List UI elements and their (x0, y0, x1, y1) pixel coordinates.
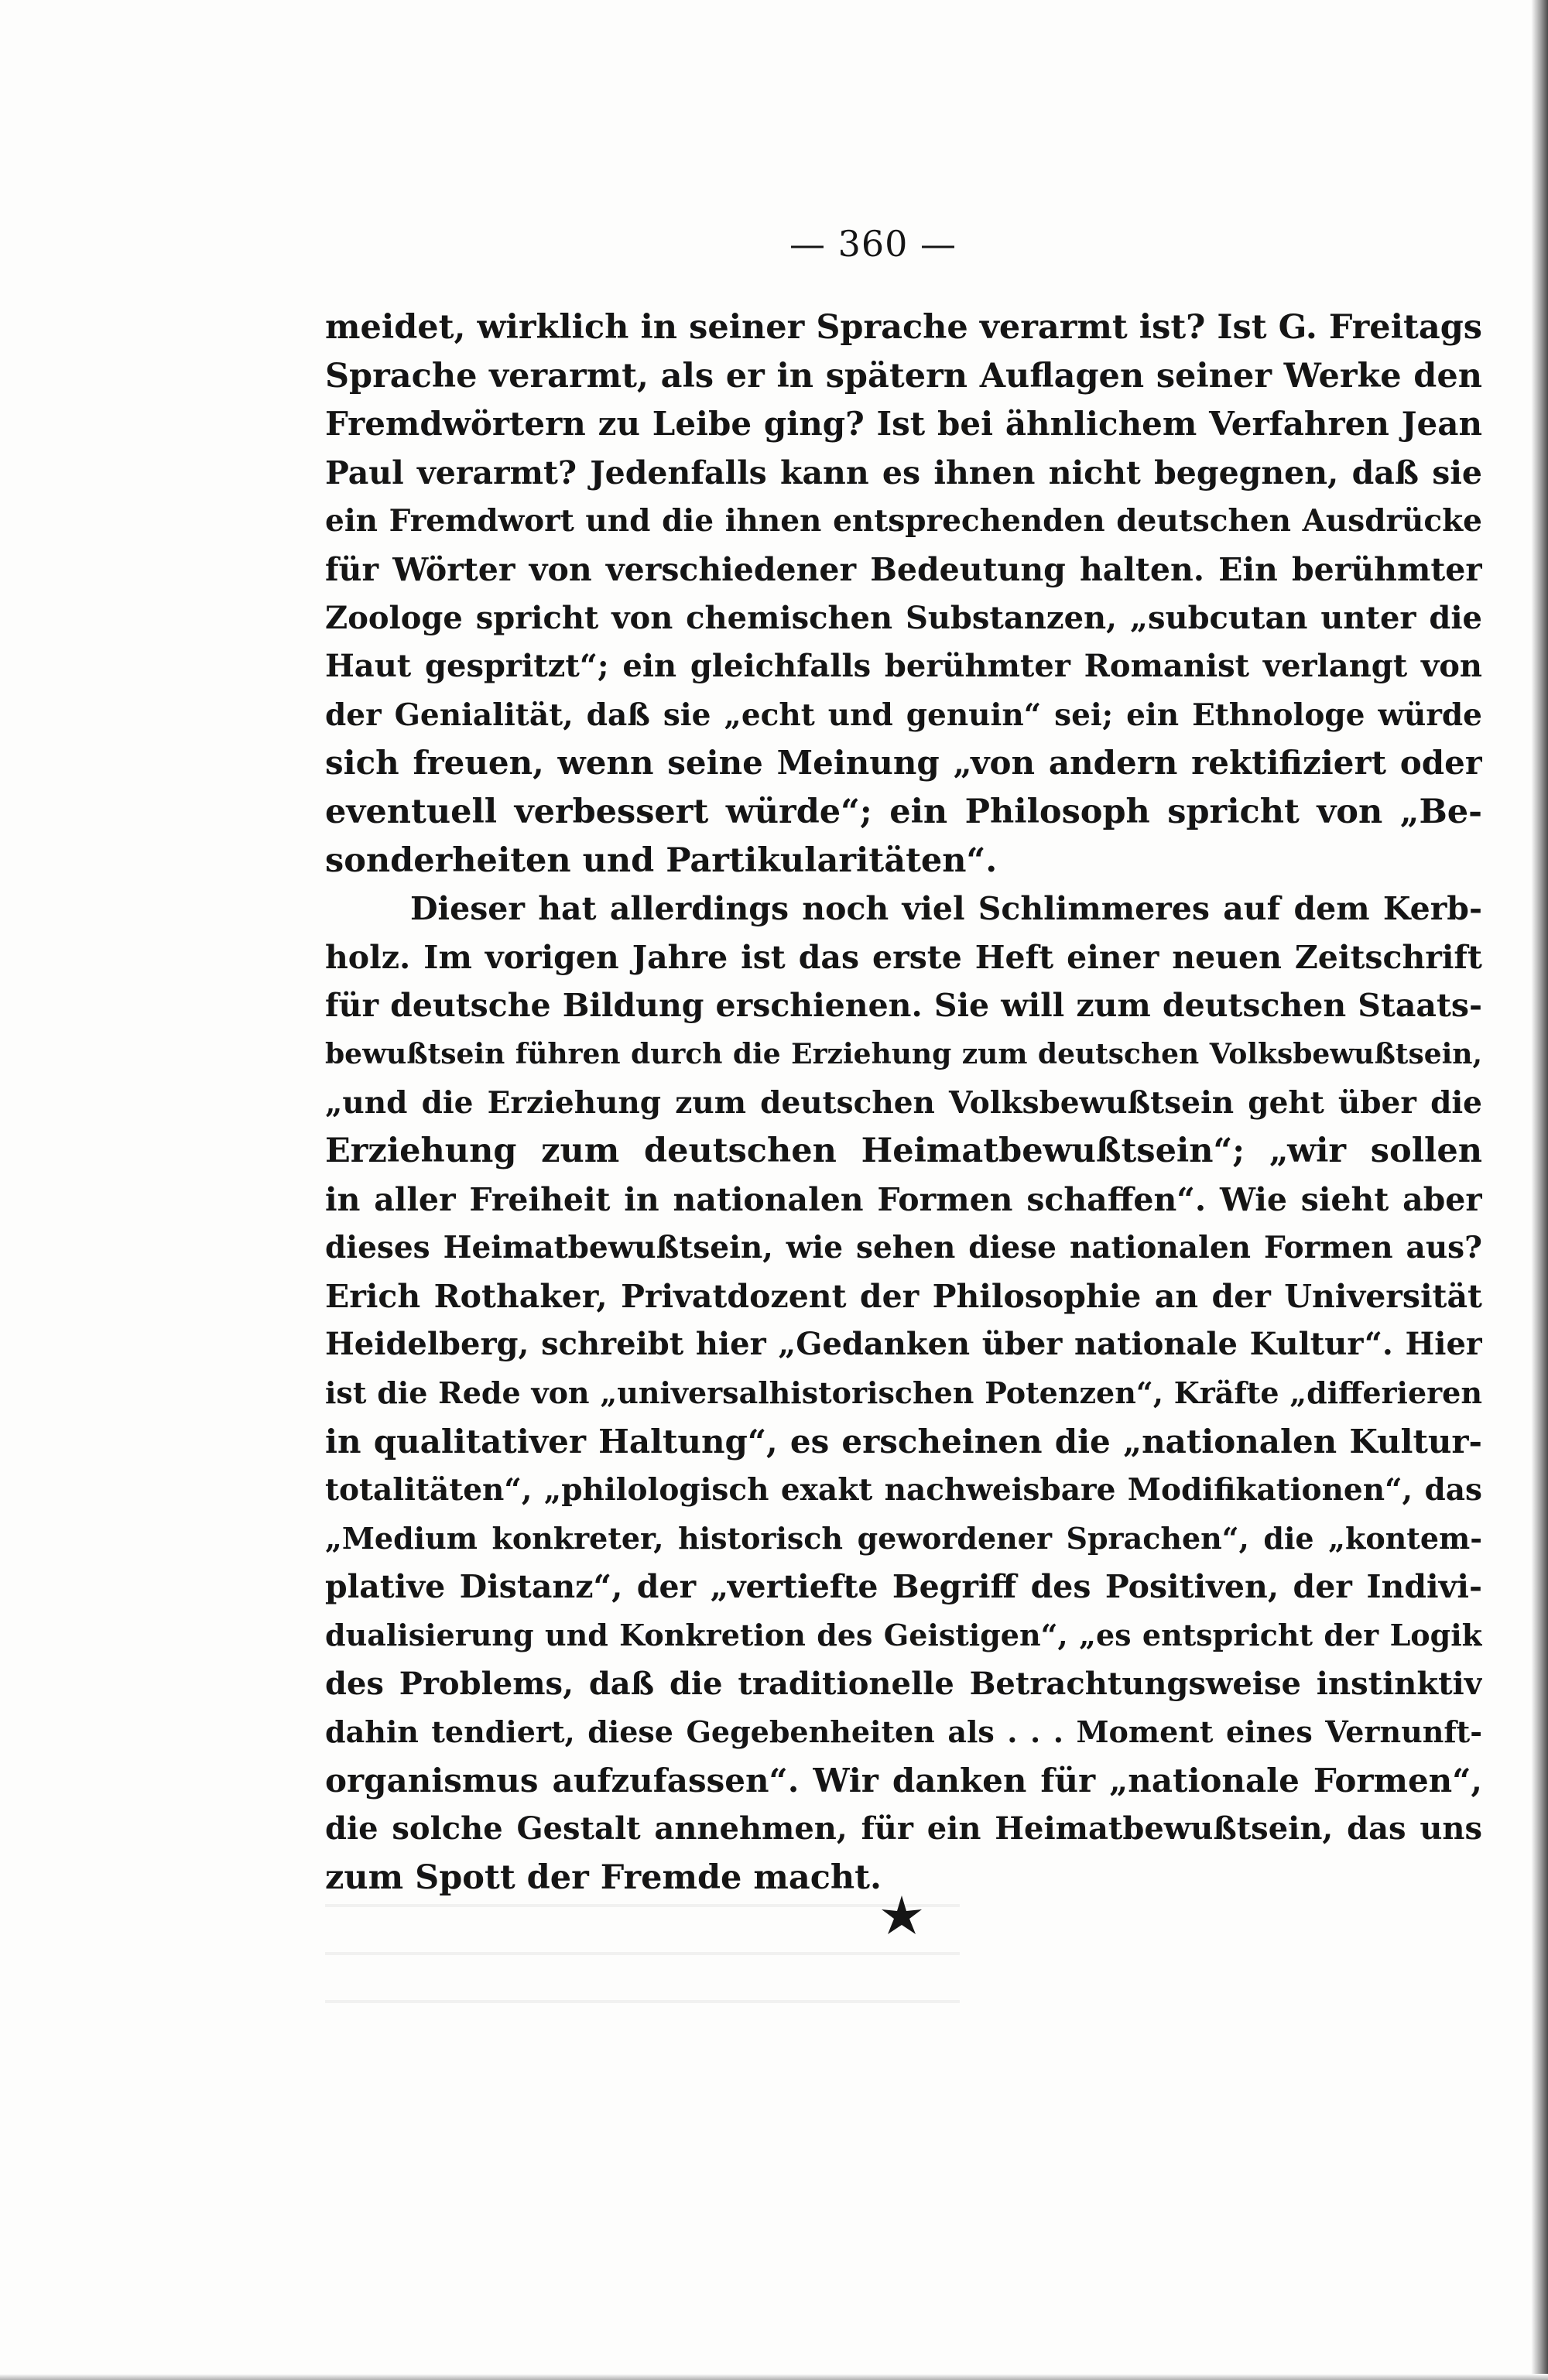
body-text (325, 303, 1482, 1902)
page-number: — 360 — (789, 223, 957, 265)
text-line: meidet, wirklich in seiner Sprache verarmt ist? Ist G. Freitags (325, 308, 1482, 347)
text-line: Erziehung zum deutschen Heimatbewußtsein“; „wir sollen (325, 1132, 1482, 1171)
text-line: zum Spott der Fremde macht. (325, 1858, 882, 1897)
bleed-through-shadow (325, 1873, 960, 2020)
text-line: Zoologe spricht von chemischen Substanzen, „subcutan unter die (325, 599, 1482, 636)
text-line: Sprache verarmt, als er in spätern Auflagen seiner Werke den (325, 356, 1482, 396)
text-line: holz. Im vorigen Jahre ist das erste Heft einer neuen Zeitschrift (325, 938, 1482, 976)
text-line: des Problems, daß die traditionelle Betrachtungsweise instinktiv (325, 1665, 1482, 1702)
text-line: ein Fremdwort und die ihnen entsprechenden deutschen Ausdrücke (325, 503, 1482, 539)
text-line: Heidelberg, schreibt hier „Gedanken über nationale Kultur“. Hier (325, 1326, 1482, 1363)
text-line: „Medium konkreter, historisch gewordener Sprachen“, die „kontem- (325, 1520, 1482, 1556)
text-line: totalitäten“, „philologisch exakt nachweisbare Modifikationen“, das (325, 1472, 1482, 1508)
text-line: Fremdwörtern zu Leibe ging? Ist bei ähnlichem Verfahren Jean (325, 405, 1482, 443)
text-line: für deutsche Bildung erschienen. Sie will zum deutschen Staats- (325, 987, 1482, 1025)
text-line: organismus aufzufassen“. Wir danken für „nationale Formen“, (325, 1761, 1482, 1800)
text-line: eventuell verbessert würde“; ein Philosoph spricht von „Be- (325, 792, 1482, 831)
text-line: Haut gespritzt“; ein gleichfalls berühmter Romanist verlangt von (325, 648, 1482, 685)
text-line: in qualitativer Haltung“, es erscheinen die „nationalen Kultur- (325, 1422, 1482, 1461)
text-line: die solche Gestalt annehmen, für ein Heimatbewußtsein, das uns (325, 1810, 1482, 1847)
text-line: Paul verarmt? Jedenfalls kann es ihnen nicht begegnen, daß sie (325, 454, 1482, 491)
scan-edge-right (1531, 0, 1548, 2380)
text-line: plative Distanz“, der „vertiefte Begriff des Positiven, der Indivi- (325, 1568, 1482, 1606)
text-line: sich freuen, wenn seine Meinung „von andern rektifiziert oder (325, 744, 1482, 782)
text-line: für Wörter von verschiedener Bedeutung halten. Ein berühmter (325, 550, 1482, 588)
scan-edge-bottom (0, 2374, 1548, 2380)
text-line: „und die Erziehung zum deutschen Volksbewußtsein geht über die (325, 1084, 1482, 1121)
text-line: bewußtsein führen durch die Erziehung zum deutschen Volksbewußtsein, (325, 1037, 1482, 1070)
text-line: der Genialität, daß sie „echt und genuin“ sei; ein Ethnologe würde (325, 697, 1482, 733)
text-line: sonderheiten und Partikularitäten“. (325, 841, 998, 880)
text-line: ist die Rede von „universalhistorischen Potenzen“, Kräfte „differieren (325, 1375, 1482, 1411)
text-line-paragraph-start: Dieser hat allerdings noch viel Schlimmeres auf dem Kerb- (410, 890, 1482, 928)
text-line: dieses Heimatbewußtsein, wie sehen diese nationalen Formen aus? (325, 1230, 1482, 1266)
text-line: dualisierung und Konkretion des Geistigen“, „es entspricht der Logik (325, 1618, 1482, 1653)
text-line: in aller Freiheit in nationalen Formen schaffen“. Wie sieht aber (325, 1180, 1482, 1218)
text-line: Erich Rothaker, Privatdozent der Philosophie an der Universität (325, 1277, 1482, 1315)
text-line: dahin tendiert, diese Gegebenheiten als . . . Moment eines Vernunft- (325, 1714, 1482, 1750)
asterism-star-icon (878, 1892, 925, 1939)
